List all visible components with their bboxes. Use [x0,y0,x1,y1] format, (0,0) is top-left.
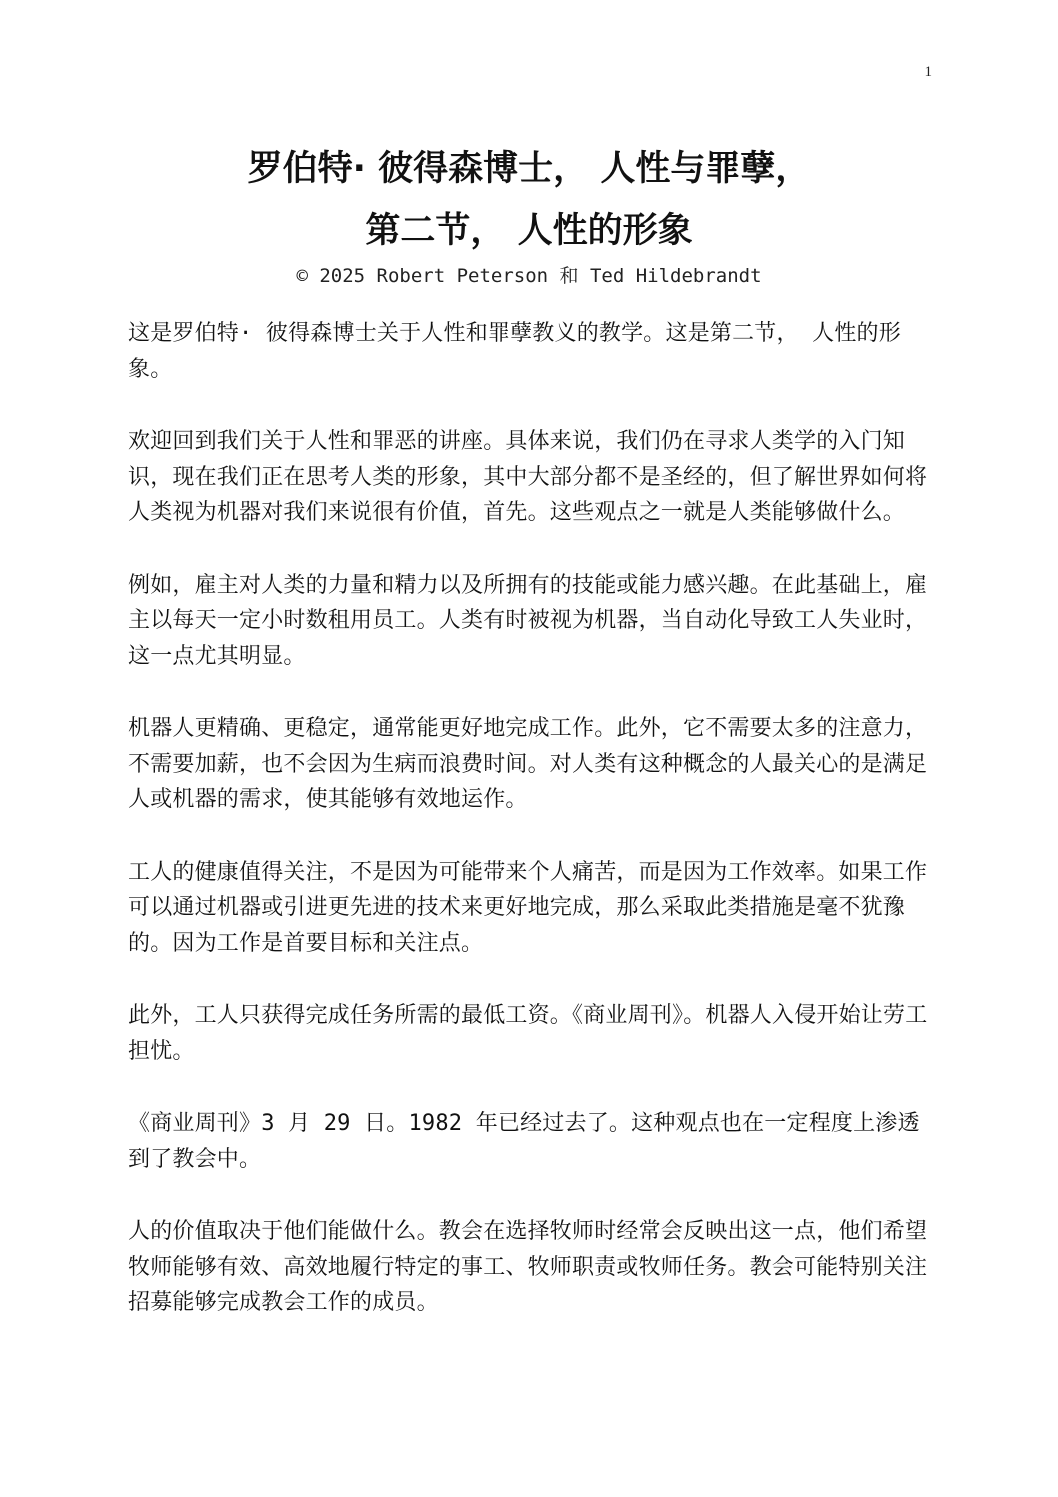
paragraph-intro: 这是罗伯特· 彼得森博士关于人性和罪孽教义的教学。这是第二节， 人性的形象。 [128,321,901,382]
paragraph-businessweek: 《商业周刊》3 月 29 日。1982 年已经过去了。这种观点也在一定程度上渗透到了教会中。 [128,1111,920,1172]
paragraph-welcome: 欢迎回到我们关于人性和罪恶的讲座。具体来说，我们仍在寻求人类学的入门知识，现在我们正在思考人类的形象，其中大部分都不是圣经的，但了解世界如何将人类视为机器对我们来说很有价值，首先。这些观点之一就是人类能够做什么。 [128,429,928,525]
paragraph-employers: 例如，雇主对人类的力量和精力以及所拥有的技能或能力感兴趣。在此基础上，雇主以每天一定小时数租用员工。人类有时被视为机器，当自动化导致工人失业时，这一点尤其明显。 [128,572,928,669]
paragraph-robots: 机器人更精确、更稳定，通常能更好地完成工作。此外，它不需要太多的注意力，不需要加薪，也不会因为生病而浪费时间。对人类有这种概念的人最关心的是满足人或机器的需求，使其能够有效地运作。 [128,716,928,812]
paragraph-worker-health: 工人的健康值得关注，不是因为可能带来个人痛苦，而是因为工作效率。如果工作可以通过机器或引进更先进的技术来更好地完成，那么采取此类措施是毫不犹豫的。因为工作是首要目标和关注点。 [128,859,928,956]
copyright-line: © 2025 Robert Peterson 和 Ted Hildebrandt [296,265,762,287]
body-text [128,316,928,1358]
title-block [0,138,1058,290]
page-number: 1 [924,64,932,80]
paragraph-minimum-wage: 此外，工人只获得完成任务所需的最低工资。《商业周刊》。机器人入侵开始让劳工担忧。 [128,1003,928,1064]
title-line-2: 第二节， 人性的形象 [365,211,693,251]
paragraph-church: 人的价值取决于他们能做什么。教会在选择牧师时经常会反映出这一点，他们希望牧师能够有效、高效地履行特定的事工、牧师职责或牧师任务。教会可能特别关注招募能够完成教会工作的成员。 [128,1219,928,1315]
title-line-1: 罗伯特· 彼得森博士， 人性与罪孽， [247,149,811,189]
